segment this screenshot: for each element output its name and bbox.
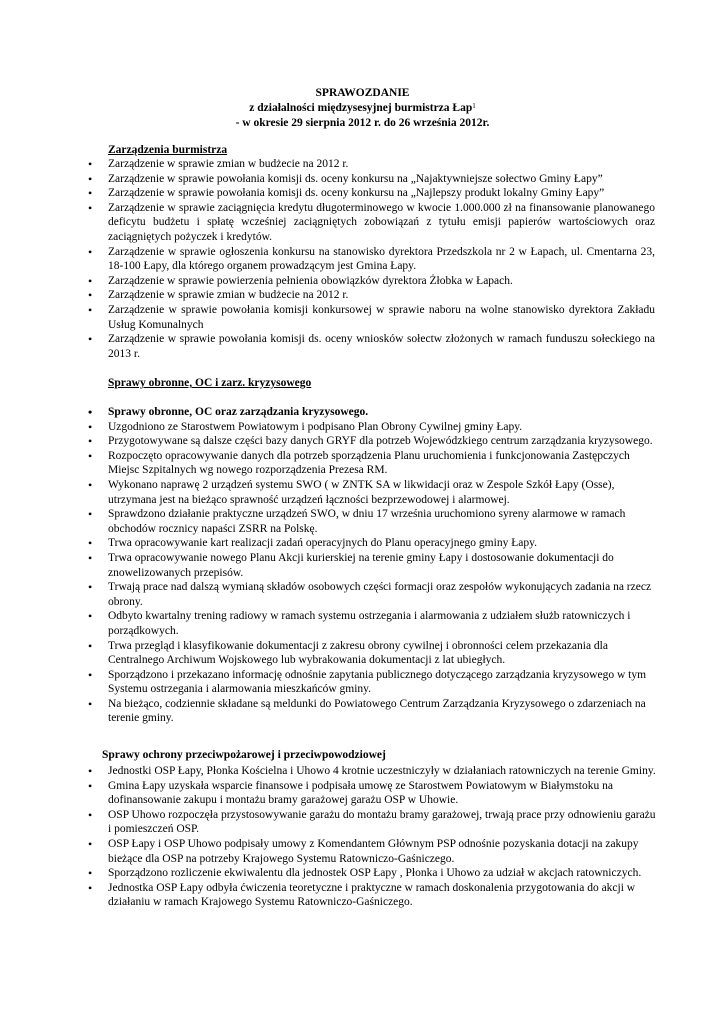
list-item: • Zarządzenie w sprawie powołania komisji ds. oceny konkursu na „Najaktywniejsze sołectwo Gminy Łapy” <box>88 172 655 187</box>
list-item: • Trwa przegląd i klasyfikowanie dokumentacji z zakresu obrony cywilnej i obronności celem przekazania dla Centralnego Archiwum Wojskowego lub wybrakowania dokumentacji z lat ubiegłych. <box>88 639 660 668</box>
ordinances-list <box>88 157 655 361</box>
list-item: • OSP Łapy i OSP Uhowo podpisały umowy z Komendantem Głównym PSP odnośnie pozyskania dotacji na zakupy bieżące dla OSP na potrzeby Krajowego Systemu Ratowniczo-Gaśniczego. <box>88 837 660 866</box>
list-item: • Zarządzenie w sprawie zaciągnięcia kredytu długoterminowego w kwocie 1.000.000 zł na finansowanie planowanego deficytu budżetu i spłatę wcześniej zaciągniętych zobowiązań z tytułu emisji papierów wartościowych oraz zaciągniętych pożyczek i kredytów. <box>88 201 655 245</box>
list-item: • Jednostki OSP Łapy, Płonka Kościelna i Uhowo 4 krotnie uczestniczyły w działaniach ratowniczych na terenie Gminy. <box>88 764 660 779</box>
report-period: - w okresie 29 sierpnia 2012 r. do 26 września 2012r. <box>235 117 490 129</box>
fire-flood-list <box>88 764 660 910</box>
list-item: • Trwa opracowywanie kart realizacji zadań operacyjnych do Planu operacyjnego gminy Łapy. <box>88 536 660 551</box>
report-subtitle <box>0 101 725 116</box>
list-item: • Zarządzenie w sprawie powierzenia pełnienia obowiązków dyrektora Żłobka w Łapach. <box>88 274 655 289</box>
list-item: • OSP Uhowo rozpoczęła przystosowywanie garażu do montażu bramy garażowej, trwają prace przy odnowieniu garażu i pomieszczeń OSP. <box>88 808 660 837</box>
list-item: • Sporządzono i przekazano informację odnośnie zapytania publicznego dotyczącego zarządzania kryzysowego w tym Systemu ostrzegania i alarmowania mieszkańców gminy. <box>88 668 660 697</box>
list-item: • Sprawdzono działanie praktyczne urządzeń SWO, w dniu 17 września uruchomiono syreny alarmowe w ramach obchodów rocznicy napaści ZSRR na Polskę. <box>88 507 660 536</box>
list-item: • Trwają prace nad dalszą wymianą składów osobowych części formacji oraz zespołów wykonujących zadania na rzecz obrony. <box>88 580 660 609</box>
list-item: • Zarządzenie w sprawie ogłoszenia konkursu na stanowisko dyrektora Przedszkola nr 2 w Łapach, ul. Cmentarna 23, 18-100 Łapy, dla którego organem prowadzącym jest Gmina Łapy. <box>88 245 655 274</box>
list-item: • Rozpoczęto opracowywanie danych dla potrzeb sporządzenia Planu uruchomienia i funkcjonowania Zastępczych Miejsc Szpitalnych wg nowego rozporządzenia Prezesa RM. <box>88 449 660 478</box>
list-item: • Na bieżąco, codziennie składane są meldunki do Powiatowego Centrum Zarządzania Kryzysowego o zdarzeniach na terenie gminy. <box>88 697 660 726</box>
section-heading-ordinances: Zarządzenia burmistrza <box>108 144 228 156</box>
list-item: • Wykonano naprawę 2 urządzeń systemu SWO ( w ZNTK SA w likwidacji oraz w Zespole Szkół Łapy (Osse), utrzymana jest na bieżąco sprawność urządzeń łączności bezprzewodowej i alarmowej. <box>88 478 660 507</box>
list-item: • Zarządzenie w sprawie zmian w budżecie na 2012 r. <box>88 157 655 172</box>
list-item: • Uzgodniono ze Starostwem Powiatowym i podpisano Plan Obrony Cywilnej gminy Łapy. <box>88 420 660 435</box>
list-item: • Sporządzono rozliczenie ekwiwalentu dla jednostek OSP Łapy , Płonka i Uhowo za udział w akcjach ratowniczych. <box>88 866 660 881</box>
section-heading-defense: Sprawy obronne, OC i zarz. kryzysowego <box>108 377 312 389</box>
list-item: • Jednostka OSP Łapy odbyła ćwiczenia teoretyczne i praktyczne w ramach doskonalenia przygotowania do akcji w działaniu w ramach Krajowego Systemu Ratowniczo-Gaśniczego. <box>88 881 660 910</box>
list-item: • Gmina Łapy uzyskała wsparcie finansowe i podpisała umowę ze Starostwem Powiatowym w Białymstoku na dofinansowanie zakupu i montażu bramy garażowej garażu OSP w Uhowie. <box>88 779 660 808</box>
list-item: • Zarządzenie w sprawie zmian w budżecie na 2012 r. <box>88 288 655 303</box>
list-item: • Przygotowywane są dalsze części bazy danych GRYF dla potrzeb Wojewódzkiego centrum zarządzania kryzysowego. <box>88 434 660 449</box>
footnote-mark[interactable]: 1 <box>472 102 476 110</box>
list-item: • Odbyto kwartalny trening radiowy w ramach systemu ostrzegania i alarmowania z udziałem służb ratowniczych i porządkowych. <box>88 609 660 638</box>
report-subtitle-text: z działalności międzysesyjnej burmistrza Łap <box>249 102 473 114</box>
list-item: • Zarządzenie w sprawie powołania komisji konkursowej w sprawie naboru na wolne stanowisko dyrektora Zakładu Usług Komunalnych <box>88 303 655 332</box>
report-title: SPRAWOZDANIE <box>315 87 410 99</box>
defense-list <box>88 405 660 726</box>
section-heading-fire-flood: Sprawy ochrony przeciwpożarowej i przeciwpowodziowej <box>102 749 386 761</box>
list-item: • Sprawy obronne, OC oraz zarządzania kryzysowego. <box>88 405 660 420</box>
list-item: • Trwa opracowywanie nowego Planu Akcji kurierskiej na terenie gminy Łapy i dostosowanie dokumentacji do znowelizowanych przepisów. <box>88 551 660 580</box>
list-item: • Zarządzenie w sprawie powołania komisji ds. oceny wniosków sołectw złożonych w ramach funduszu sołeckiego na 2013 r. <box>88 332 655 361</box>
list-item: • Zarządzenie w sprawie powołania komisji ds. oceny konkursu na „Najlepszy produkt lokalny Gminy Łapy” <box>88 186 655 201</box>
